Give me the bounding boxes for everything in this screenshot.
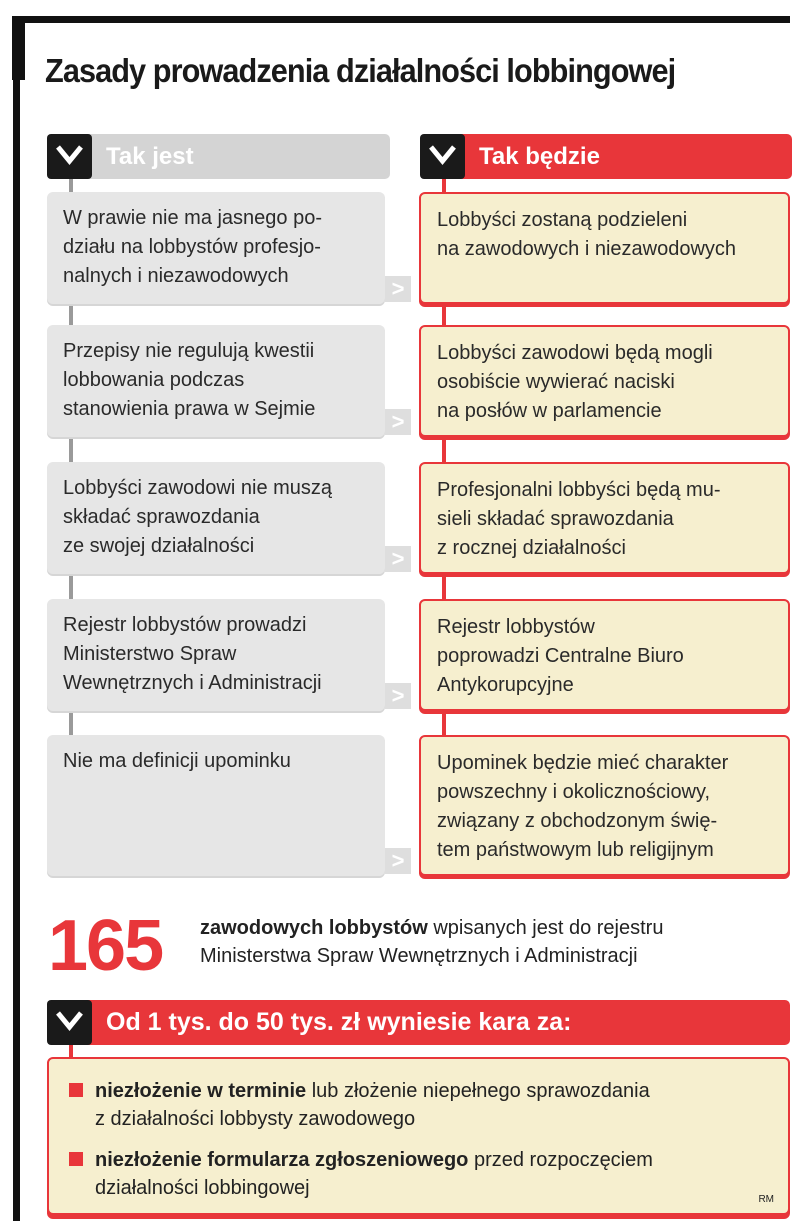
bullet-square-icon <box>69 1083 83 1097</box>
chevron-down-icon <box>47 134 92 179</box>
current-rule-card: Rejestr lobbystów prowadzi Ministerstwo Spraw Wewnętrznych i Administracji <box>47 599 385 711</box>
frame-vertical-bar <box>13 16 20 1221</box>
chevron-down-icon <box>47 1000 92 1045</box>
chevron-down-icon <box>420 134 465 179</box>
arrow-right-icon: > <box>385 683 411 709</box>
current-rule-card: Lobbyści zawodowi nie muszą składać sprawozdania ze swojej działalności <box>47 462 385 574</box>
current-rule-card: W prawie nie ma jasnego po- działu na lobbystów profesjo- nalnych i niezawodowych <box>47 192 385 304</box>
future-rule-card: Rejestr lobbystów poprowadzi Centralne Biuro Antykorupcyjne <box>419 599 790 711</box>
arrow-right-icon: > <box>385 276 411 302</box>
penalty-item-line2: z działalności lobbysty zawodowego <box>95 1108 416 1130</box>
arrow-right-icon: > <box>385 546 411 572</box>
bullet-square-icon <box>69 1152 83 1166</box>
arrow-right-icon: > <box>385 848 411 874</box>
future-rule-card: Lobbyści zostaną podzieleni na zawodowych i niezawodowych <box>419 192 790 304</box>
future-rule-card: Lobbyści zawodowi będą mogli osobiście wywierać naciski na posłów w parlamencie <box>419 325 790 437</box>
arrow-right-icon: > <box>385 409 411 435</box>
penalty-item-bold: niezłożenie formularza zgłoszeniowego <box>95 1149 469 1171</box>
penalty-item-rest: lub złożenie niepełnego sprawozdania <box>306 1080 650 1102</box>
penalty-box <box>47 1057 790 1215</box>
stat-bold: zawodowych lobbystów <box>200 917 428 939</box>
current-rule-card: Przepisy nie regulują kwestii lobbowania podczas stanowienia prawa w Sejmie <box>47 325 385 437</box>
future-rule-card: Upominek będzie mieć charakter powszechny i okolicznościowy, związany z obchodzonym świę- tem państwowym lub religijnym <box>419 735 790 876</box>
penalty-header: Od 1 tys. do 50 tys. zł wyniesie kara za: <box>88 1000 790 1045</box>
current-rule-card: Nie ma definicji upominku <box>47 735 385 876</box>
penalty-item <box>69 1077 650 1133</box>
right-column-header: Tak będzie <box>461 134 792 179</box>
page-title: Zasady prowadzenia działalności lobbingowej <box>45 52 676 89</box>
stat-line2: Ministerstwa Spraw Wewnętrznych i Administracji <box>200 945 638 967</box>
penalty-item-bold: niezłożenie w terminie <box>95 1080 307 1102</box>
author-credit: RM <box>758 1194 774 1205</box>
frame-corner <box>12 16 25 80</box>
penalty-item-rest: przed rozpoczęciem <box>468 1149 653 1171</box>
left-column-header: Tak jest <box>88 134 390 179</box>
future-rule-card: Profesjonalni lobbyści będą mu- sieli składać sprawozdania z rocznej działalności <box>419 462 790 574</box>
frame-top-bar <box>12 16 790 23</box>
penalty-item <box>69 1146 653 1202</box>
penalty-item-line2: działalności lobbingowej <box>95 1177 310 1199</box>
stat-number: 165 <box>48 906 163 986</box>
stat-text <box>200 914 663 970</box>
stat-rest: wpisanych jest do rejestru <box>427 917 664 939</box>
